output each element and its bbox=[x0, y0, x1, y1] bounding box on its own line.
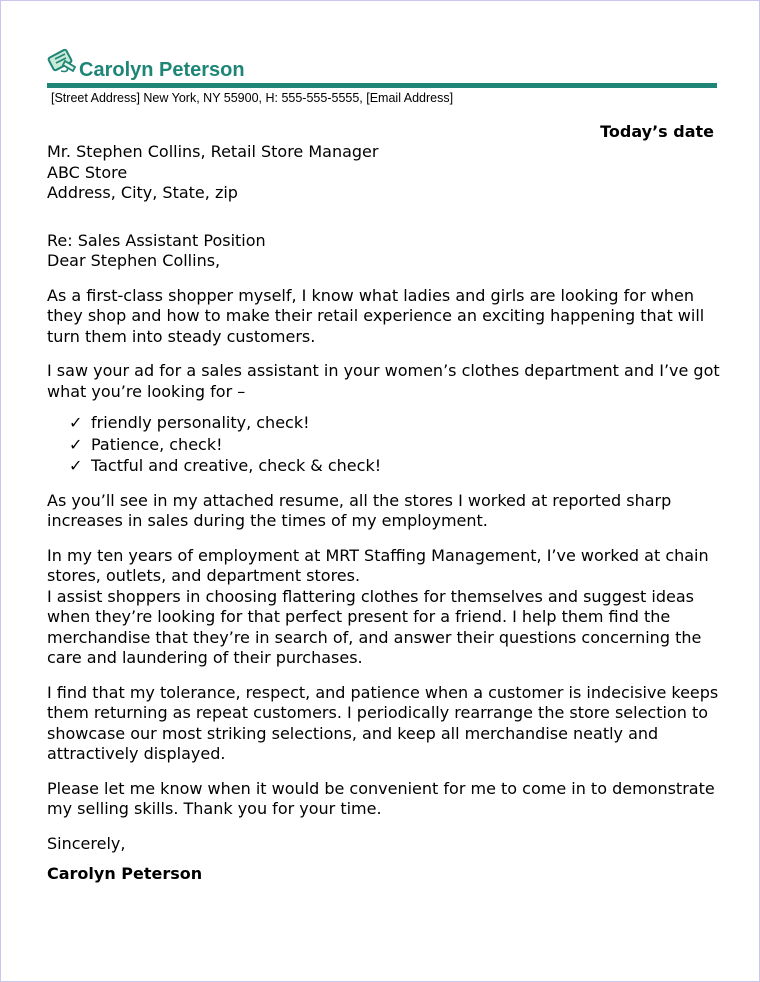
paragraph-2: I saw your ad for a sales assistant in your women’s clothes department and I’ve got what you’re looking for – bbox=[47, 361, 720, 401]
notepad-logo-icon bbox=[47, 47, 79, 77]
contact-line: [Street Address] New York, NY 55900, H: 555-555-5555, [Email Address] bbox=[51, 91, 454, 105]
letterhead bbox=[47, 47, 717, 107]
paragraph-5: I find that my tolerance, respect, and patience when a customer is indecisive keeps them returning as repeat customers. I periodically rearrange the store selection to showcase our most striking selections, and keep all merchandise neatly and attractively displayed. bbox=[47, 682, 719, 763]
subject-line: Re: Sales Assistant Position bbox=[47, 230, 266, 250]
paragraph-4a: In my ten years of employment at MRT Staffing Management, I’ve worked at chain stores, outlets, and department stores. bbox=[47, 545, 709, 585]
qualities-checklist bbox=[47, 412, 727, 477]
signature-name: Carolyn Peterson bbox=[47, 864, 203, 883]
salutation: Dear Stephen Collins, bbox=[47, 251, 221, 270]
paragraph-3: As you’ll see in my attached resume, all the stores I worked at reported sharp increases in sales during the times of my employment. bbox=[47, 490, 672, 530]
list-item-text: Patience, check! bbox=[91, 434, 223, 454]
list-item-text: Tactful and creative, check & check! bbox=[91, 456, 382, 475]
recipient-line-3: Address, City, State, zip bbox=[47, 183, 238, 202]
recipient-line-1: Mr. Stephen Collins, Retail Store Manager bbox=[47, 142, 379, 161]
list-item bbox=[69, 455, 727, 477]
closing: Sincerely, bbox=[47, 833, 126, 853]
header-divider bbox=[47, 83, 717, 88]
check-icon: ✓ bbox=[69, 456, 83, 475]
letter-date: Today’s date bbox=[600, 122, 714, 141]
paragraph-6: Please let me know when it would be convenient for me to come in to demonstrate my selling skills. Thank you for your time. bbox=[47, 778, 715, 818]
spacer bbox=[47, 204, 727, 231]
check-icon: ✓ bbox=[69, 413, 83, 432]
recipient-line-2: ABC Store bbox=[47, 162, 128, 182]
list-item-text: friendly personality, check! bbox=[91, 413, 310, 432]
paragraph-1: As a first-class shopper myself, I know what ladies and girls are looking for when they shop and how to make their retail experience an exciting happening that will turn them into steady customers. bbox=[47, 285, 705, 346]
letter-body bbox=[47, 142, 727, 885]
check-icon: ✓ bbox=[69, 434, 83, 454]
list-item bbox=[69, 434, 727, 456]
sender-name: Carolyn Peterson bbox=[79, 59, 245, 81]
paragraph-4b: I assist shoppers in choosing flattering clothes for themselves and suggest ideas when they’re looking for that perfect present for a friend. I help them find the merchandise that they’re in search of, and answer their questions concerning the care and laundering of their purchases. bbox=[47, 586, 702, 667]
list-item bbox=[69, 412, 727, 434]
